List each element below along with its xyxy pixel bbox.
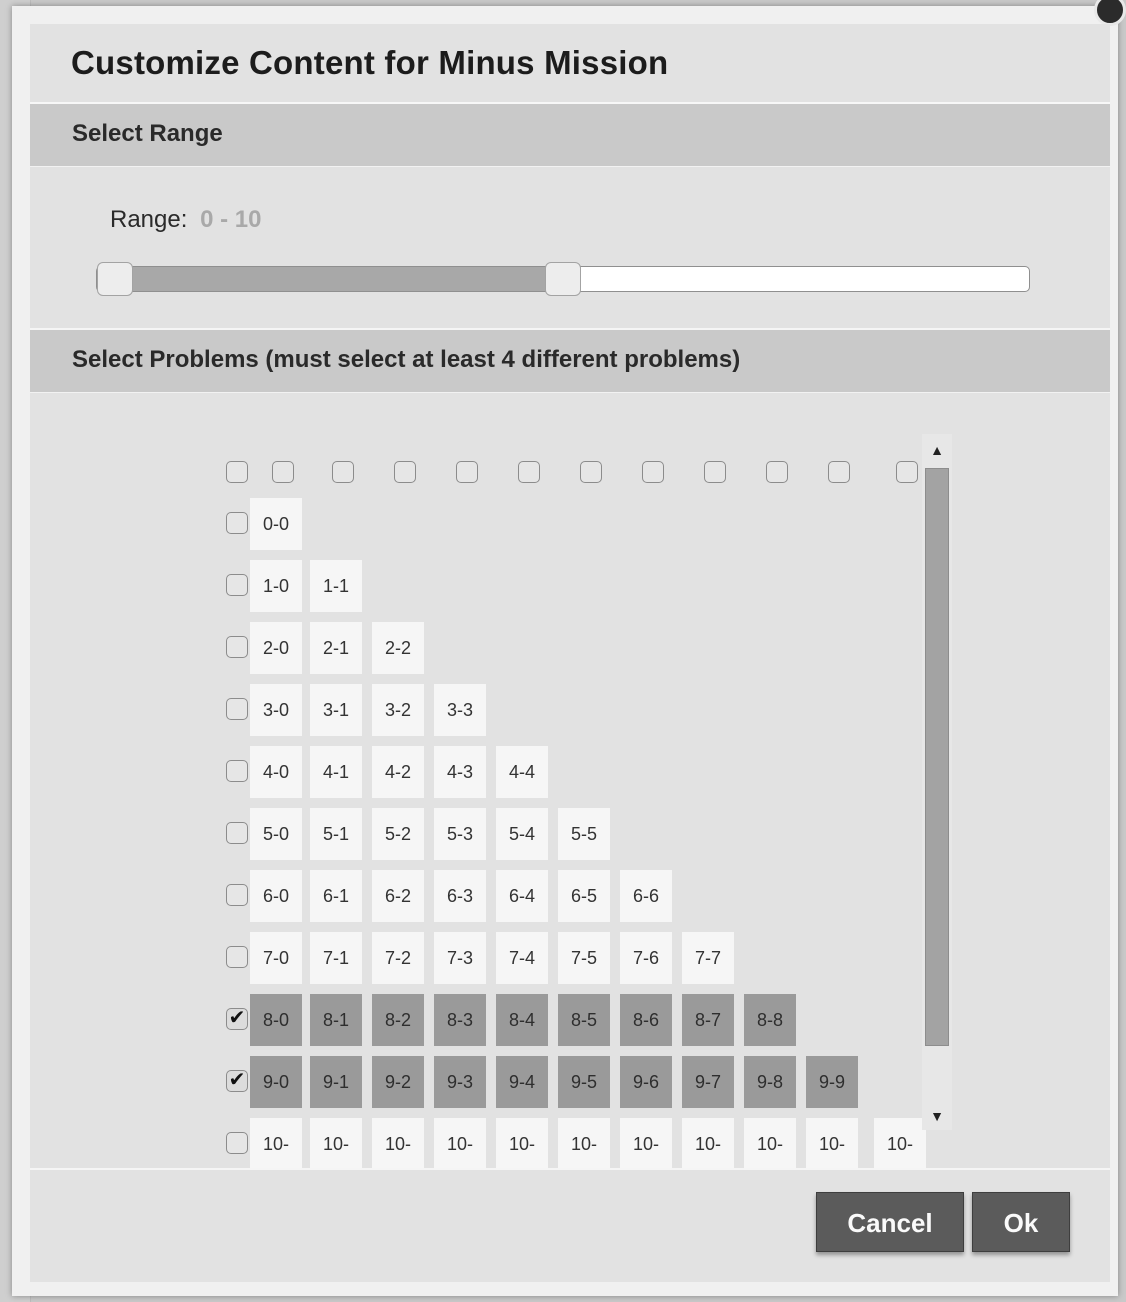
close-icon[interactable] bbox=[1094, 0, 1126, 26]
column-checkbox[interactable] bbox=[766, 461, 788, 483]
ok-button[interactable]: Ok bbox=[972, 1192, 1070, 1252]
problem-cell[interactable]: 8-5 bbox=[558, 994, 610, 1046]
problem-cell[interactable]: 5-4 bbox=[496, 808, 548, 860]
problem-cell[interactable]: 10- bbox=[744, 1118, 796, 1170]
problem-cell[interactable]: 4-3 bbox=[434, 746, 486, 798]
problem-cell[interactable]: 8-4 bbox=[496, 994, 548, 1046]
problem-cell[interactable]: 4-0 bbox=[250, 746, 302, 798]
problem-cell[interactable]: 10- bbox=[806, 1118, 858, 1170]
problem-cell[interactable]: 3-1 bbox=[310, 684, 362, 736]
scroll-up-arrow-icon[interactable]: ▲ bbox=[930, 442, 944, 458]
column-checkbox[interactable] bbox=[828, 461, 850, 483]
cancel-button[interactable]: Cancel bbox=[816, 1192, 964, 1252]
problem-cell[interactable]: 3-0 bbox=[250, 684, 302, 736]
problem-cell[interactable]: 9-9 bbox=[806, 1056, 858, 1108]
problem-cell[interactable]: 5-5 bbox=[558, 808, 610, 860]
column-checkbox[interactable] bbox=[272, 461, 294, 483]
problem-cell[interactable]: 9-5 bbox=[558, 1056, 610, 1108]
problem-cell[interactable]: 3-3 bbox=[434, 684, 486, 736]
range-label-text: Range: bbox=[110, 206, 188, 233]
dialog-body bbox=[30, 24, 1110, 1282]
problem-cell[interactable]: 9-6 bbox=[620, 1056, 672, 1108]
problem-cell[interactable]: 8-8 bbox=[744, 994, 796, 1046]
problem-cell[interactable]: 10- bbox=[682, 1118, 734, 1170]
problem-cell[interactable]: 4-4 bbox=[496, 746, 548, 798]
problem-cell[interactable]: 5-1 bbox=[310, 808, 362, 860]
row-checkbox[interactable] bbox=[226, 1070, 248, 1092]
range-label bbox=[110, 206, 261, 234]
grid-scrollbar[interactable] bbox=[922, 434, 952, 1130]
problem-cell[interactable]: 7-4 bbox=[496, 932, 548, 984]
problem-cell[interactable]: 4-2 bbox=[372, 746, 424, 798]
problem-cell[interactable]: 9-1 bbox=[310, 1056, 362, 1108]
row-checkbox[interactable] bbox=[226, 512, 248, 534]
problem-cell[interactable]: 10- bbox=[496, 1118, 548, 1170]
problems-grid[interactable] bbox=[190, 434, 952, 1154]
problem-cell[interactable]: 7-7 bbox=[682, 932, 734, 984]
problem-cell[interactable]: 6-2 bbox=[372, 870, 424, 922]
problem-cell[interactable]: 9-0 bbox=[250, 1056, 302, 1108]
problem-cell[interactable]: 6-1 bbox=[310, 870, 362, 922]
column-checkbox[interactable] bbox=[332, 461, 354, 483]
problem-cell[interactable]: 6-5 bbox=[558, 870, 610, 922]
problem-cell[interactable]: 8-3 bbox=[434, 994, 486, 1046]
row-checkbox[interactable] bbox=[226, 884, 248, 906]
problem-cell[interactable]: 8-7 bbox=[682, 994, 734, 1046]
problem-cell[interactable]: 5-0 bbox=[250, 808, 302, 860]
problem-cell[interactable]: 9-4 bbox=[496, 1056, 548, 1108]
problem-cell[interactable]: 10- bbox=[434, 1118, 486, 1170]
problem-cell[interactable]: 2-0 bbox=[250, 622, 302, 674]
problem-cell[interactable]: 9-3 bbox=[434, 1056, 486, 1108]
problem-cell[interactable]: 7-3 bbox=[434, 932, 486, 984]
dialog-title: Customize Content for Minus Mission bbox=[71, 44, 669, 81]
problem-cell[interactable]: 6-3 bbox=[434, 870, 486, 922]
scroll-down-arrow-icon[interactable]: ▼ bbox=[930, 1108, 944, 1124]
problem-cell[interactable]: 1-0 bbox=[250, 560, 302, 612]
checkmark-icon: ✔ bbox=[228, 1069, 246, 1091]
row-checkbox[interactable] bbox=[226, 1008, 248, 1030]
select-all-checkbox[interactable] bbox=[226, 461, 248, 483]
checkmark-icon: ✔ bbox=[228, 1007, 246, 1029]
range-slider-low-handle[interactable] bbox=[97, 262, 133, 296]
problem-cell[interactable]: 2-2 bbox=[372, 622, 424, 674]
problem-cell[interactable]: 8-6 bbox=[620, 994, 672, 1046]
problem-cell[interactable]: 10- bbox=[250, 1118, 302, 1170]
problem-cell[interactable]: 5-3 bbox=[434, 808, 486, 860]
column-checkbox[interactable] bbox=[896, 461, 918, 483]
problem-cell[interactable]: 8-2 bbox=[372, 994, 424, 1046]
problem-cell[interactable]: 7-6 bbox=[620, 932, 672, 984]
problem-cell[interactable]: 6-6 bbox=[620, 870, 672, 922]
row-checkbox[interactable] bbox=[226, 760, 248, 782]
problem-cell[interactable]: 2-1 bbox=[310, 622, 362, 674]
problem-cell[interactable]: 5-2 bbox=[372, 808, 424, 860]
problem-cell[interactable]: 0-0 bbox=[250, 498, 302, 550]
problem-cell[interactable]: 1-1 bbox=[310, 560, 362, 612]
problem-cell[interactable]: 7-2 bbox=[372, 932, 424, 984]
problem-cell[interactable]: 9-7 bbox=[682, 1056, 734, 1108]
problem-cell[interactable]: 7-0 bbox=[250, 932, 302, 984]
select-range-header bbox=[30, 104, 1110, 167]
scrollbar-thumb[interactable] bbox=[925, 468, 949, 1046]
column-checkbox[interactable] bbox=[456, 461, 478, 483]
problem-cell[interactable]: 8-0 bbox=[250, 994, 302, 1046]
problem-cell[interactable]: 4-1 bbox=[310, 746, 362, 798]
problem-cell[interactable]: 10- bbox=[558, 1118, 610, 1170]
problem-cell[interactable]: 6-0 bbox=[250, 870, 302, 922]
range-slider-fill bbox=[97, 267, 563, 291]
range-value: 0 - 10 bbox=[200, 206, 262, 233]
row-checkbox[interactable] bbox=[226, 636, 248, 658]
problem-cell[interactable]: 3-2 bbox=[372, 684, 424, 736]
problem-cell[interactable]: 10- bbox=[310, 1118, 362, 1170]
problem-cell[interactable]: 6-4 bbox=[496, 870, 548, 922]
row-checkbox[interactable] bbox=[226, 574, 248, 596]
select-problems-header-label: Select Problems (must select at least 4 different problems) bbox=[72, 346, 741, 373]
range-slider-track[interactable] bbox=[96, 266, 1030, 292]
customize-content-dialog bbox=[12, 6, 1118, 1296]
problem-cell[interactable]: 10- bbox=[874, 1118, 926, 1170]
row-checkbox[interactable] bbox=[226, 946, 248, 968]
problem-cell[interactable]: 7-1 bbox=[310, 932, 362, 984]
column-checkbox[interactable] bbox=[518, 461, 540, 483]
problem-cell[interactable]: 7-5 bbox=[558, 932, 610, 984]
problem-cell[interactable]: 9-8 bbox=[744, 1056, 796, 1108]
select-range-header-label: Select Range bbox=[72, 120, 223, 147]
problem-cell[interactable]: 10- bbox=[620, 1118, 672, 1170]
problem-cell[interactable]: 8-1 bbox=[310, 994, 362, 1046]
row-checkbox[interactable] bbox=[226, 1132, 248, 1154]
select-problems-header bbox=[30, 330, 1110, 393]
column-checkbox[interactable] bbox=[642, 461, 664, 483]
problem-cell[interactable]: 9-2 bbox=[372, 1056, 424, 1108]
row-checkbox[interactable] bbox=[226, 822, 248, 844]
range-slider-high-handle[interactable] bbox=[545, 262, 581, 296]
footer-divider bbox=[30, 1168, 1110, 1170]
column-checkbox[interactable] bbox=[580, 461, 602, 483]
column-checkbox[interactable] bbox=[394, 461, 416, 483]
problem-cell[interactable]: 10- bbox=[372, 1118, 424, 1170]
row-checkbox[interactable] bbox=[226, 698, 248, 720]
column-checkbox[interactable] bbox=[704, 461, 726, 483]
